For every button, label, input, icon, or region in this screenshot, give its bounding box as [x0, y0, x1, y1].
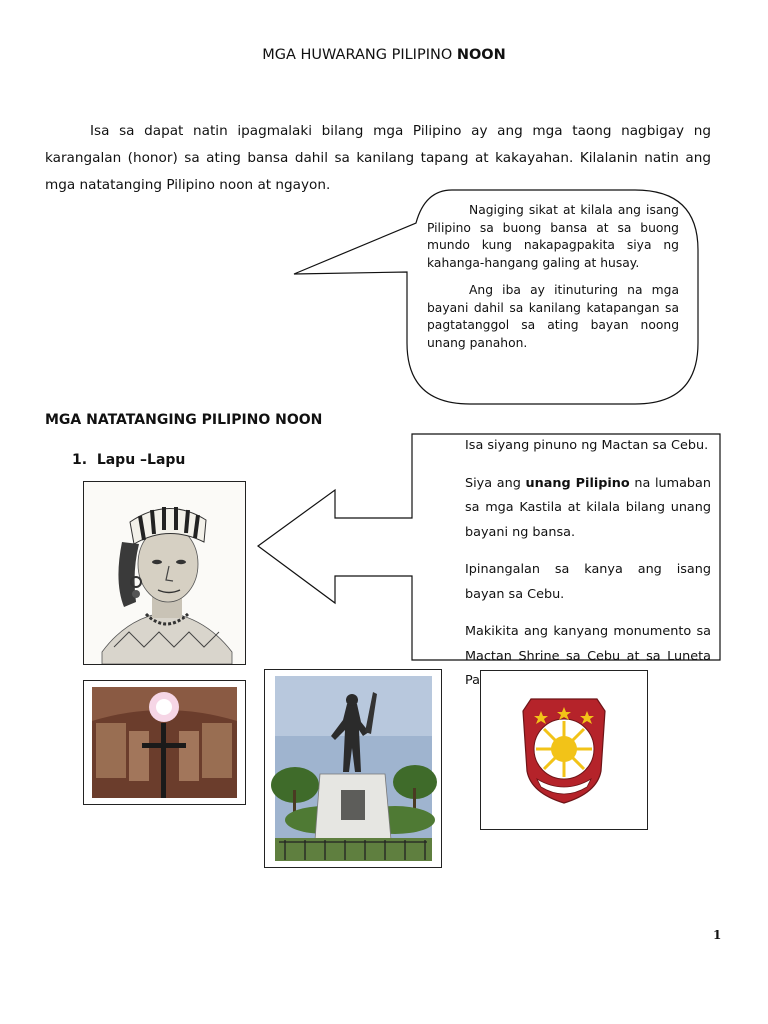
shrine-cross-photo: [83, 680, 246, 805]
callout-line-1: Isa siyang pinuno ng Mactan sa Cebu.: [465, 438, 709, 453]
callout-line-3: Ipinangalan sa kanya ang isang bayan sa Cebu.: [465, 562, 711, 602]
bubble-paragraph-2: Ang iba ay itinuturing na mga bayani dahil sa kanilang katapangan sa pagtatanggol sa ating bayan noong unang panahon.: [427, 283, 679, 350]
callout-line-2: Siya ang unang Pilipino na lumaban sa mga Kastila at kilala bilang unang bayani ng bansa.: [465, 475, 711, 540]
bubble-text: [427, 202, 679, 362]
callout-line-4: Makikita ang kanyang monumento sa Mactan Shrine sa Cebu at sa Luneta Pa: [465, 624, 711, 688]
list-item-heading: 1. Lapu –Lapu: [72, 452, 186, 468]
page-title: MGA HUWARANG PILIPINO NOON: [262, 47, 506, 63]
shrine-drawing: [84, 681, 245, 804]
page-number: 1: [713, 928, 722, 942]
lapu-lapu-portrait: [83, 481, 246, 665]
monument-drawing: [265, 670, 441, 867]
intro-text: Isa sa dapat natin ipagmalaki bilang mga Pilipino ay ang mga taong nagbigay ng karangalan (honor) sa ating bansa dahil sa kanilang tapang at kakayahan. Kilalanin natin ang mga natatanging Pilipino noon at ngayon.: [45, 123, 711, 193]
pnp-badge-image: [480, 670, 648, 830]
intro-paragraph: [45, 118, 711, 199]
section-heading: MGA NATATANGING PILIPINO NOON: [45, 412, 323, 428]
arrow-callout-text: [465, 434, 711, 707]
lapu-lapu-monument-photo: [264, 669, 442, 868]
bubble-paragraph-1: Nagiging sikat at kilala ang isang Pilipino sa buong bansa at sa buong mundo kung nakapagpakita siya ng kahanga-hangang galing at husay.: [427, 203, 679, 270]
pnp-badge-drawing: [481, 671, 647, 829]
portrait-drawing: [84, 482, 245, 664]
